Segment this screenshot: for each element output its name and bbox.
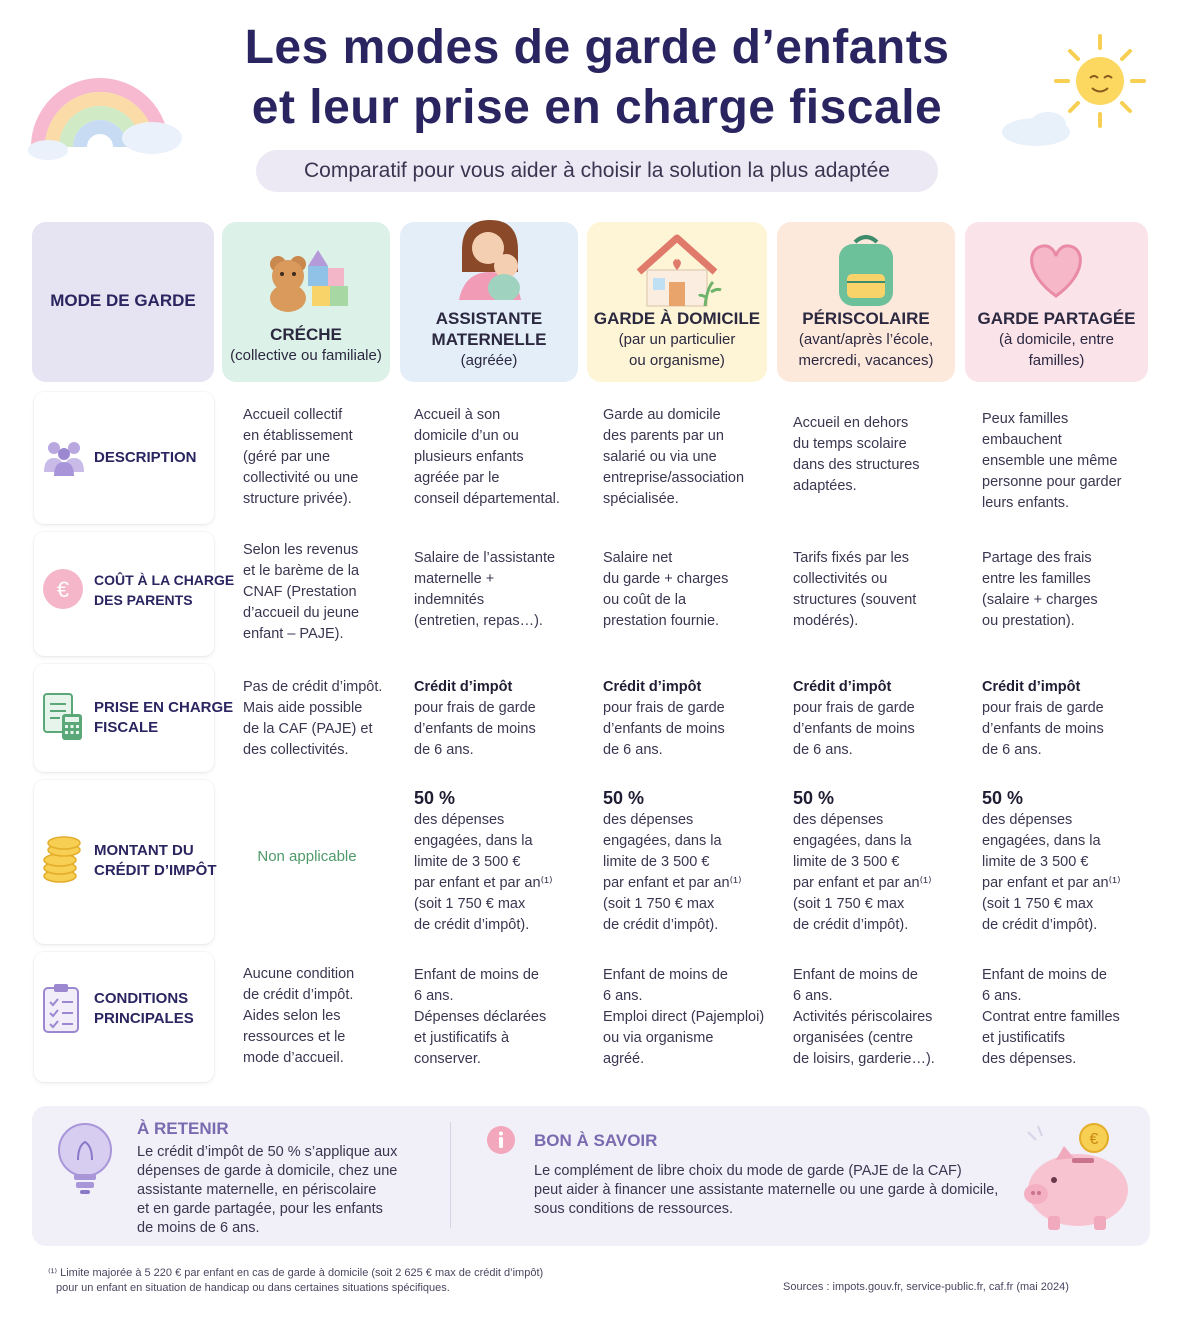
checklist-icon: [42, 982, 82, 1034]
cell-fiscale-domicile: Crédit d’impôt pour frais de garde d’enfants de moins de 6 ans.: [603, 679, 725, 758]
cell-conditions-domicile: Enfant de moins de 6 ans. Emploi direct (Pajemploi) ou via organisme agréé.: [603, 967, 765, 1067]
cell-description-assistante: Accueil à son domicile d’un ou plusieurs enfants agréée par le conseil départemental.: [414, 407, 560, 507]
info-icon: [486, 1125, 516, 1155]
cell-conditions-periscolaire: Enfant de moins de 6 ans. Activités périscolaires organisées (centre de loisirs, garderie…).: [793, 967, 935, 1067]
cell-conditions-assistante: Enfant de moins de 6 ans. Dépenses déclarées et justificatifs à conserver.: [414, 967, 547, 1067]
retenir-title: À RETENIR: [137, 1119, 229, 1138]
row-label-cout: COÛT À LA CHARGE DES PARENTS: [94, 572, 235, 608]
cell-description-partagee: Peux familles embauchent ensemble une même personne pour garder leurs enfants.: [982, 411, 1122, 511]
cell-cout-partagee: Partage des frais entre les familles (salaire + charges ou prestation).: [982, 550, 1098, 629]
cell-fiscale-periscolaire: Crédit d’impôt pour frais de garde d’enfants de moins de 6 ans.: [793, 679, 915, 758]
page-title: Les modes de garde d’enfants et leur prise en charge fiscale: [244, 21, 950, 134]
cell-cout-periscolaire: Tarifs fixés par les collectivités ou structures (souvent modérés).: [793, 550, 917, 629]
row-label-description: DESCRIPTION: [94, 449, 197, 466]
cell-description-creche: Accueil collectif en établissement (géré par une collectivité ou une structure privée).: [243, 407, 359, 507]
bottom-divider: [450, 1122, 451, 1228]
cell-montant-creche: Non applicable: [257, 848, 357, 865]
cell-description-domicile: Garde au domicile des parents par un salarié ou via une entreprise/association spécialisée.: [603, 407, 745, 507]
header-periscolaire: PÉRISCOLAIRE (avant/après l’école, mercredi, vacances): [777, 222, 955, 382]
row-label-conditions: CONDITIONS PRINCIPALES: [94, 990, 194, 1027]
mother-baby-icon: [400, 214, 578, 300]
backpack-icon: [777, 228, 955, 314]
retenir-text: Le crédit d’impôt de 50 % s’applique aux dépenses de garde à domicile, chez une assistante maternelle, en périscolaire et en garde partagée, pour les enfants de moins de 6 ans.: [137, 1144, 398, 1236]
euro-icon: [42, 568, 84, 610]
row-label-montant: MONTANT DU CRÉDIT D’IMPÔT: [94, 842, 217, 879]
heart-icon: [965, 228, 1148, 314]
people-icon: [42, 438, 86, 478]
cell-cout-domicile: Salaire net du garde + charges ou coût de la prestation fournie.: [603, 550, 729, 629]
document-calculator-icon: [42, 692, 86, 742]
toys-icon: [222, 228, 390, 314]
subtitle: Comparatif pour vous aider à choisir la solution la plus adaptée: [256, 150, 938, 192]
cell-montant-periscolaire: 50 % des dépenses engagées, dans la limite de 3 500 € par enfant et par an⁽¹⁾ (soit 1 750 € max de crédit d’impôt).: [793, 788, 932, 933]
cell-fiscale-partagee: Crédit d’impôt pour frais de garde d’enfants de moins de 6 ans.: [982, 679, 1104, 758]
house-icon: [587, 228, 767, 314]
row-label-fiscale: PRISE EN CHARGE FISCALE: [94, 699, 234, 736]
footnote: ⁽¹⁾ Limite majorée à 5 220 € par enfant en cas de garde à domicile (soit 2 625 € max de crédit d’impôt) pour un enfant en situation de handicap ou dans certaines situations spécifiques.: [48, 1267, 544, 1294]
sources: Sources : impots.gouv.fr, service-public.fr, caf.fr (mai 2024): [783, 1281, 1069, 1293]
cell-fiscale-assistante: Crédit d’impôt pour frais de garde d’enfants de moins de 6 ans.: [414, 679, 536, 758]
savoir-text: Le complément de libre choix du mode de garde (PAJE de la CAF) peut aider à financer une assistante maternelle ou une garde à domicile, sous conditions de ressources.: [534, 1163, 999, 1217]
lightbulb-icon: [54, 1120, 116, 1196]
header-assistante: ASSISTANTE MATERNELLE (agréée): [400, 222, 578, 382]
header-mode: MODE DE GARDE: [32, 222, 214, 382]
cell-cout-creche: Selon les revenus et le barème de la CNAF (Prestation d’accueil du jeune enfant – PAJE).: [243, 542, 360, 642]
cell-montant-assistante: 50 % des dépenses engagées, dans la limite de 3 500 € par enfant et par an⁽¹⁾ (soit 1 750 € max de crédit d’impôt).: [414, 788, 553, 933]
svg-text:€: €: [56, 577, 70, 602]
header-creche: CRÉCHE (collective ou familiale): [222, 222, 390, 382]
savoir-title: BON À SAVOIR: [534, 1131, 658, 1150]
cell-description-periscolaire: Accueil en dehors du temps scolaire dans des structures adaptées.: [793, 415, 920, 494]
cell-conditions-creche: Aucune condition de crédit d’impôt. Aides selon les ressources et le mode d’accueil.: [243, 966, 355, 1066]
cell-conditions-partagee: Enfant de moins de 6 ans. Contrat entre familles et justificatifs des dépenses.: [982, 967, 1120, 1067]
header-partagee: GARDE PARTAGÉE (à domicile, entre familles): [965, 222, 1148, 382]
piggy-bank-icon: [1016, 1118, 1140, 1236]
cell-montant-partagee: 50 % des dépenses engagées, dans la limite de 3 500 € par enfant et par an⁽¹⁾ (soit 1 750 € max de crédit d’impôt).: [982, 788, 1121, 933]
cell-fiscale-creche: Pas de crédit d’impôt. Mais aide possible de la CAF (PAJE) et des collectivités.: [243, 679, 383, 758]
header-domicile: GARDE À DOMICILE (par un particulier ou organisme): [587, 222, 767, 382]
cell-montant-domicile: 50 % des dépenses engagées, dans la limite de 3 500 € par enfant et par an⁽¹⁾ (soit 1 750 € max de crédit d’impôt).: [603, 788, 742, 933]
coins-icon: [42, 836, 86, 884]
cell-cout-assistante: Salaire de l’assistante maternelle + indemnités (entretien, repas…).: [414, 550, 556, 629]
svg-text:€: €: [1089, 1131, 1099, 1148]
